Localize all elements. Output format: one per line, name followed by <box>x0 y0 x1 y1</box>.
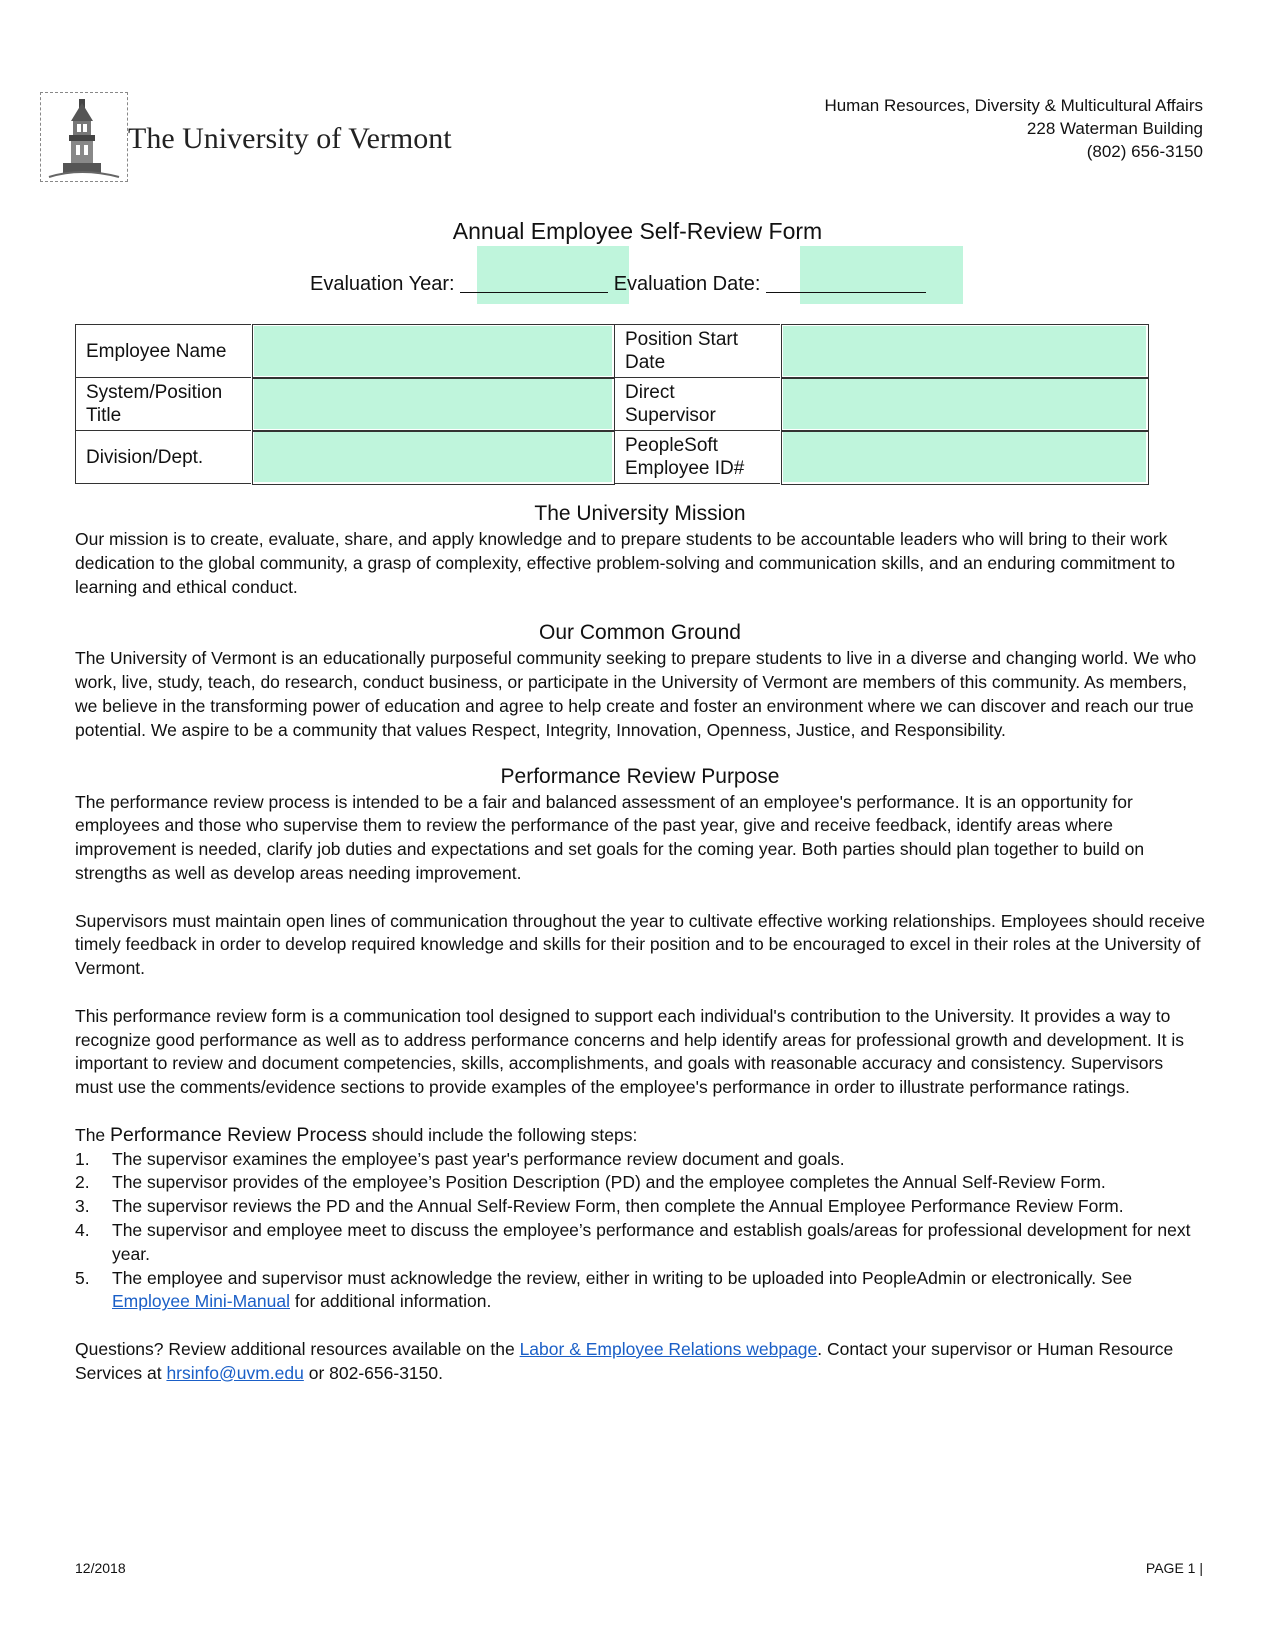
tower-emblem <box>40 92 128 182</box>
step-text: The supervisor and employee meet to discuss the employee’s performance and establish goals/areas for professional development for next year. <box>112 1219 1191 1264</box>
employee-mini-manual-link[interactable]: Employee Mini-Manual <box>112 1291 290 1312</box>
uvm-logo <box>40 92 500 186</box>
system-position-title-label: System/Position Title <box>76 378 253 431</box>
common-ground-text: The University of Vermont is an educationally purposeful community seeking to prepare students to live in a diverse and changing world. We who work, live, study, teach, do research, conduct business, or participate in the University of Vermont are members of this community. As members, we believe in the transforming power of education and agree to help create and foster an environment where we can discover and reach our true potential. We aspire to be a community that values Respect, Integrity, Innovation, Openness, Justice, and Responsibility. <box>75 648 1197 740</box>
step-number: 2. <box>75 1172 90 1193</box>
hr-email-link[interactable]: hrsinfo@uvm.edu <box>166 1362 304 1383</box>
questions-paragraph <box>75 1338 1205 1386</box>
purpose-heading: Performance Review Purpose <box>500 764 780 788</box>
list-item <box>75 1219 1205 1267</box>
hr-phone: (802) 656-3150 <box>1086 142 1203 161</box>
labor-relations-link[interactable]: Labor & Employee Relations webpage <box>519 1338 818 1359</box>
step-text: The employee and supervisor must acknowledge the review, either in writing to be uploaded into PeopleAdmin or electronically. See <box>112 1267 1133 1288</box>
step-number: 4. <box>75 1219 90 1240</box>
hr-department: Human Resources, Diversity & Multicultural Affairs <box>824 96 1203 115</box>
evaluation-date-label: Evaluation Date: <box>613 273 761 295</box>
division-dept-label: Division/Dept. <box>76 431 253 484</box>
purpose-paragraph-3: This performance review form is a communication tool designed to support each individual's contribution to the University. It provides a way to recognize good performance as well as to address performance concerns and help identify areas for professional growth and development. It is important to review and document competencies, skills, accomplishments, and goals with reasonable accuracy and consistency. Supervisors must use the comments/evidence sections to provide examples of the employee's performance in order to illustrate performance ratings. <box>75 1005 1184 1098</box>
peoplesoft-id-label: PeopleSoft Employee ID# <box>614 431 782 484</box>
form-body <box>75 500 1205 1386</box>
division-dept-field[interactable] <box>253 431 614 484</box>
questions-text: Questions? Review additional resources available on the <box>75 1338 520 1359</box>
list-item <box>75 1195 1205 1219</box>
process-intro-name: Performance Review Process <box>110 1123 367 1146</box>
common-ground-heading: Our Common Ground <box>539 621 741 645</box>
employee-name-field[interactable] <box>253 325 614 378</box>
table-row <box>76 378 1148 431</box>
list-item <box>75 1171 1205 1195</box>
hr-building: 228 Waterman Building <box>1026 119 1203 138</box>
step-number: 1. <box>75 1148 90 1169</box>
employee-info-table <box>75 323 1149 485</box>
footer-date: 12/2018 <box>75 1560 126 1576</box>
footer-page-number: PAGE 1 | <box>1145 1560 1203 1576</box>
evaluation-line <box>310 270 926 296</box>
process-intro <box>75 1124 1205 1148</box>
peoplesoft-id-field[interactable] <box>782 431 1148 484</box>
purpose-paragraph-2: Supervisors must maintain open lines of communication throughout the year to cultivate effective working relationships. Employees should receive timely feedback in order to develop required knowledge and skills for their position and to be encouraged to excel in their roles at the University of Vermont. <box>75 910 1205 979</box>
evaluation-year-label: Evaluation Year: <box>310 273 455 295</box>
process-intro-prefix: The <box>75 1124 111 1145</box>
position-start-date-label: Position Start Date <box>614 325 782 378</box>
evaluation-year-blank <box>460 270 608 293</box>
process-steps-list <box>75 1148 1205 1315</box>
table-row <box>76 431 1148 484</box>
purpose-paragraph-1: The performance review process is intended to be a fair and balanced assessment of an employee's performance. It is an opportunity for employees and those who supervise them to review the performance of the past year, give and receive feedback, identify areas where improvement is needed, clarify job duties and expectations and set goals for the coming year. Both parties should plan together to build on strengths as well as develop areas needing improvement. <box>75 791 1145 883</box>
evaluation-date-blank <box>766 270 926 293</box>
direct-supervisor-label: Direct Supervisor <box>614 378 782 431</box>
form-title: Annual Employee Self-Review Form <box>452 218 823 244</box>
list-item <box>75 1267 1205 1315</box>
system-position-title-field[interactable] <box>253 378 614 431</box>
questions-text-after: or 802-656-3150. <box>303 1362 443 1383</box>
step-text-after: for additional information. <box>290 1291 492 1312</box>
step-number: 3. <box>75 1196 90 1217</box>
position-start-date-field[interactable] <box>782 325 1148 378</box>
step-number: 5. <box>75 1267 90 1288</box>
table-row <box>76 325 1148 378</box>
mission-heading: The University Mission <box>534 502 746 525</box>
hr-contact-block <box>824 94 1203 163</box>
process-intro-suffix: should include the following steps: <box>366 1124 638 1145</box>
step-text: The supervisor reviews the PD and the Annual Self-Review Form, then complete the Annual Employee Performance Review Form. <box>112 1196 1124 1217</box>
step-text: The supervisor provides of the employee’s Position Description (PD) and the employee completes the Annual Self-Review Form. <box>112 1172 1106 1193</box>
direct-supervisor-field[interactable] <box>782 378 1148 431</box>
questions-text-middle: . Contact your supervisor or Human Resource Services at <box>75 1338 1174 1383</box>
logo-wordmark: The University of Vermont <box>128 122 452 155</box>
step-text: The supervisor examines the employee’s past year's performance review document and goals. <box>112 1148 845 1169</box>
employee-name-label: Employee Name <box>76 325 253 378</box>
mission-text: Our mission is to create, evaluate, share, and apply knowledge and to prepare students to be accountable leaders who will bring to their work dedication to the global community, a grasp of complexity, effective problem-solving and communication skills, and an enduring commitment to learning and ethical conduct. <box>75 529 1176 597</box>
list-item <box>75 1148 1205 1172</box>
